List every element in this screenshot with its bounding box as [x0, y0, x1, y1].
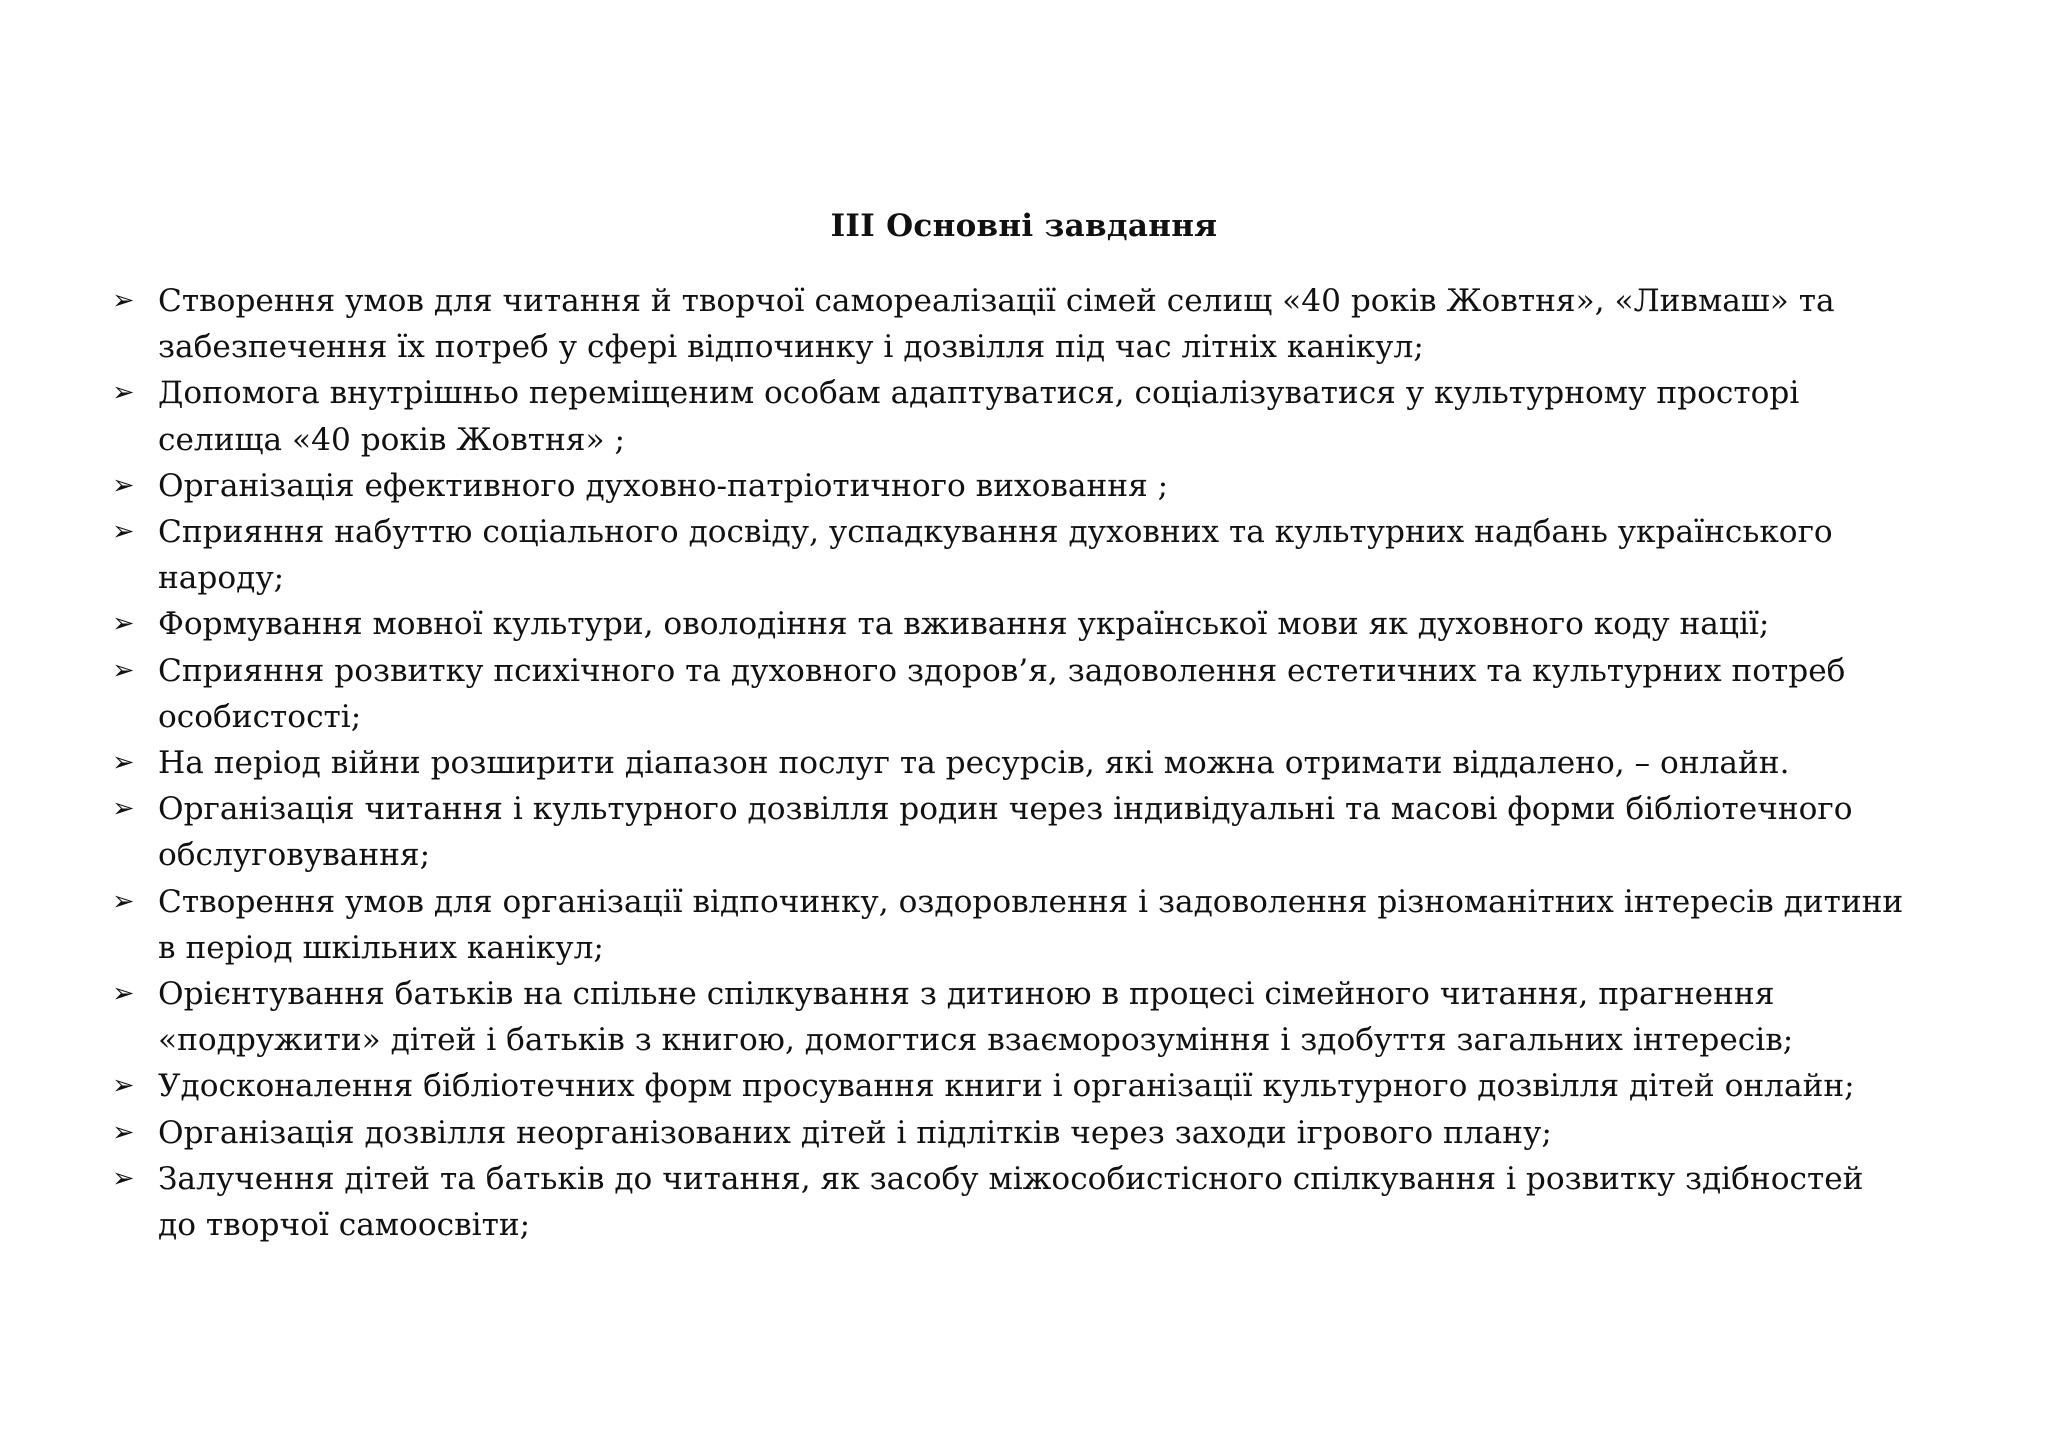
- list-item-text-line: Формування мовної культури, оволодіння та вживання української мови як духовного коду нації;: [158, 606, 1770, 643]
- arrowhead-bullet-icon: ➢: [112, 285, 135, 316]
- list-item: [112, 1110, 1992, 1156]
- arrowhead-bullet-icon: ➢: [112, 747, 135, 779]
- task-list: [112, 278, 1992, 1248]
- list-item-text-line: Організація ефективного духовно-патріотичного виховання ;: [158, 467, 1169, 504]
- arrowhead-bullet-icon: ➢: [112, 469, 135, 501]
- list-item-text-line: в період шкільних канікул;: [158, 929, 604, 966]
- list-item-text-line: Орієнтування батьків на спільне спілкування з дитиною в процесі сімейного читання, прагнення: [158, 976, 1775, 1013]
- list-item-text-line: забезпечення їх потреб у сфері відпочинку і дозвілля під час літніх канікул;: [158, 329, 1424, 366]
- list-item-text-line: особистості;: [158, 698, 362, 735]
- list-item: [112, 278, 1992, 370]
- list-item: [112, 601, 1992, 647]
- section-heading: III Основні завдання: [830, 208, 1218, 244]
- list-item: [112, 1063, 1992, 1109]
- arrowhead-bullet-icon: ➢: [112, 1116, 135, 1148]
- arrowhead-bullet-icon: ➢: [112, 1162, 135, 1194]
- arrowhead-bullet-icon: ➢: [112, 654, 135, 686]
- arrowhead-bullet-icon: ➢: [112, 516, 135, 548]
- list-item: [112, 971, 1992, 1063]
- list-item: [112, 879, 1992, 971]
- list-item-text-line: Удосконалення бібліотечних форм просування книги і організації культурного дозвілля дітей онлайн;: [158, 1068, 1855, 1105]
- list-item-text-line: Організація дозвілля неорганізованих дітей і підлітків через заходи ігрового плану;: [158, 1114, 1552, 1151]
- list-item: [112, 786, 1992, 878]
- list-item: [112, 1156, 1992, 1248]
- list-item-text-line: народу;: [158, 560, 285, 597]
- list-item: [112, 648, 1992, 740]
- list-item-text-line: Сприяння набуттю соціального досвіду, успадкування духовних та культурних надбань українського: [158, 514, 1833, 551]
- list-item-text-line: Залучення дітей та батьків до читання, як засобу міжособистісного спілкування і розвитку здібностей: [158, 1160, 1864, 1197]
- arrowhead-bullet-icon: ➢: [112, 885, 135, 917]
- list-item-text-line: Допомога внутрішньо переміщеним особам адаптуватися, соціалізуватися у культурному просторі: [158, 375, 1800, 412]
- list-item-text-line: «подружити» дітей і батьків з книгою, домогтися взаєморозуміння і здобуття загальних інтересів;: [158, 1022, 1794, 1059]
- list-item-text-line: до творчої самоосвіти;: [158, 1207, 531, 1244]
- arrowhead-bullet-icon: ➢: [112, 608, 135, 640]
- list-item-text-line: Сприяння розвитку психічного та духовного здоров’я, задоволення естетичних та культурних потреб: [158, 652, 1846, 689]
- list-item: [112, 370, 1992, 462]
- list-item-text-line: обслуговування;: [158, 837, 431, 874]
- list-item: [112, 740, 1992, 786]
- list-item-text-line: На період війни розширити діапазон послуг та ресурсів, які можна отримати віддалено, – онлайн.: [158, 745, 1790, 782]
- list-item-text-line: Створення умов для читання й творчої самореалізації сімей селищ «40 років Жовтня», «Ливмаш» та: [158, 283, 1835, 319]
- arrowhead-bullet-icon: ➢: [112, 377, 135, 409]
- arrowhead-bullet-icon: ➢: [112, 1070, 135, 1102]
- list-item: [112, 463, 1992, 509]
- list-item-text-line: Створення умов для організації відпочинку, оздоровлення і задоволення різноманітних інтересів дитини: [158, 883, 1904, 920]
- list-item-text-line: селища «40 років Жовтня» ;: [158, 421, 625, 458]
- list-item-text-line: Організація читання і культурного дозвілля родин через індивідуальні та масові форми бібліотечного: [158, 791, 1853, 828]
- arrowhead-bullet-icon: ➢: [112, 978, 135, 1010]
- arrowhead-bullet-icon: ➢: [112, 793, 135, 825]
- list-item: [112, 509, 1992, 601]
